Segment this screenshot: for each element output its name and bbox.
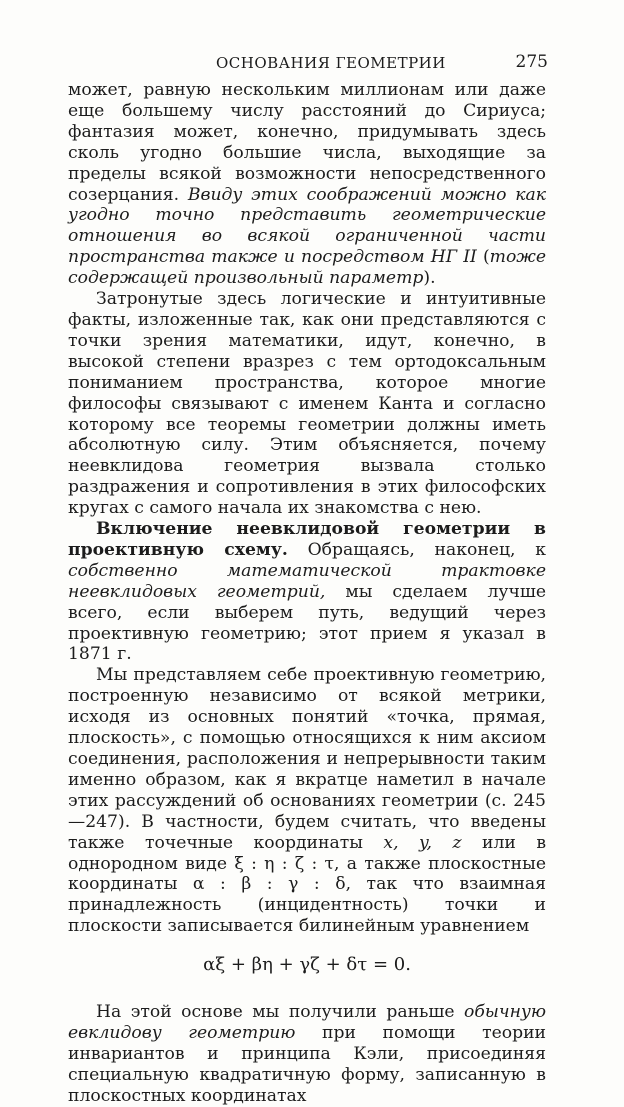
equation: αξ + βη + γζ + δτ = 0. (203, 954, 411, 976)
section-heading: Включение неевклидовой геометрии в проективную схему. (68, 519, 546, 560)
paragraph-text: ). (423, 268, 436, 289)
paragraph-1 (68, 80, 546, 289)
italic-emphasis: обычную евклидову геометрию (68, 1002, 546, 1043)
paragraph-text: может, равную нескольким миллионам или даже еще большему числу расстояний до Сириуса; фантазия может, конечно, придумывать здесь сколь угодно большие числа, выходящие за пределы всякой возможности непосредственного созерцания. (68, 80, 546, 205)
paragraph-text: На этой основе мы получили раньше (96, 1002, 465, 1023)
paragraph-text: или в однородном виде ξ : η : ζ : τ, а также плоскостные координаты α : β : γ : δ, так что взаимная принадлежность (инцидентность) точки и плоскости записывается билинейным уравнением (68, 832, 546, 937)
paragraph-text: Затронутые здесь логические и интуитивные факты, изложенные так, как они представляются с точки зрения математики, идут, конечно, в высокой степени вразрез с тем ортодоксальным пониманием пространства, которое многие философы связывают с именем Канта и согласно которому все теоремы геометрии должны иметь абсолютную силу. Этим объясняется, почему неевклидова геометрия вызвала столько раздражения и сопротивления в этих философских кругах с самого начала их знакомства с нею. (68, 289, 546, 519)
paragraph-2 (68, 289, 546, 519)
paragraph-text: Обращаясь, наконец, к (287, 539, 546, 560)
running-title: ОСНОВАНИЯ ГЕОМЕТРИИ (216, 54, 446, 72)
page-header (68, 50, 548, 76)
page-body (68, 80, 546, 1107)
paragraph-text: при помощи теории инвариантов и принципа Кэли, присоединяя специальную квадратичную форму, записанную в плоскостных координатах (68, 1022, 547, 1106)
paragraph-5 (68, 1002, 546, 1107)
math-variables: x, y, z (383, 832, 462, 853)
paragraph-text: мы сделаем лучше всего, если выберем путь, ведущий через проективную геометрию; этот прием я указал в 1871 г. (68, 581, 546, 665)
paragraph-text: Мы представляем себе проективную геометрию, построенную независимо от всякой метрики, исходя из основных понятий «точка, прямая, плоскость», с помощью относящихся к ним аксиом соединения, расположения и непрерывности таким именно образом, как я вкратце наметил в начале этих рассуждений об основаниях геометрии (с. 245—247). В частности, будем считать, что введены также точечные координаты (68, 665, 546, 853)
page-number: 275 (515, 52, 548, 72)
italic-emphasis: собственно математической трактовке неевклидовых геометрий, (68, 560, 546, 602)
paragraph-3 (68, 519, 546, 665)
italic-emphasis: тоже содержащей произвольный параметр (68, 247, 547, 289)
paragraph-text: ( (476, 247, 490, 268)
paragraph-4 (68, 665, 546, 937)
italic-emphasis: Ввиду этих соображений можно как угодно точно представить геометрические отношения во всякой ограниченной части пространства также и посредством НГ II (68, 184, 546, 268)
